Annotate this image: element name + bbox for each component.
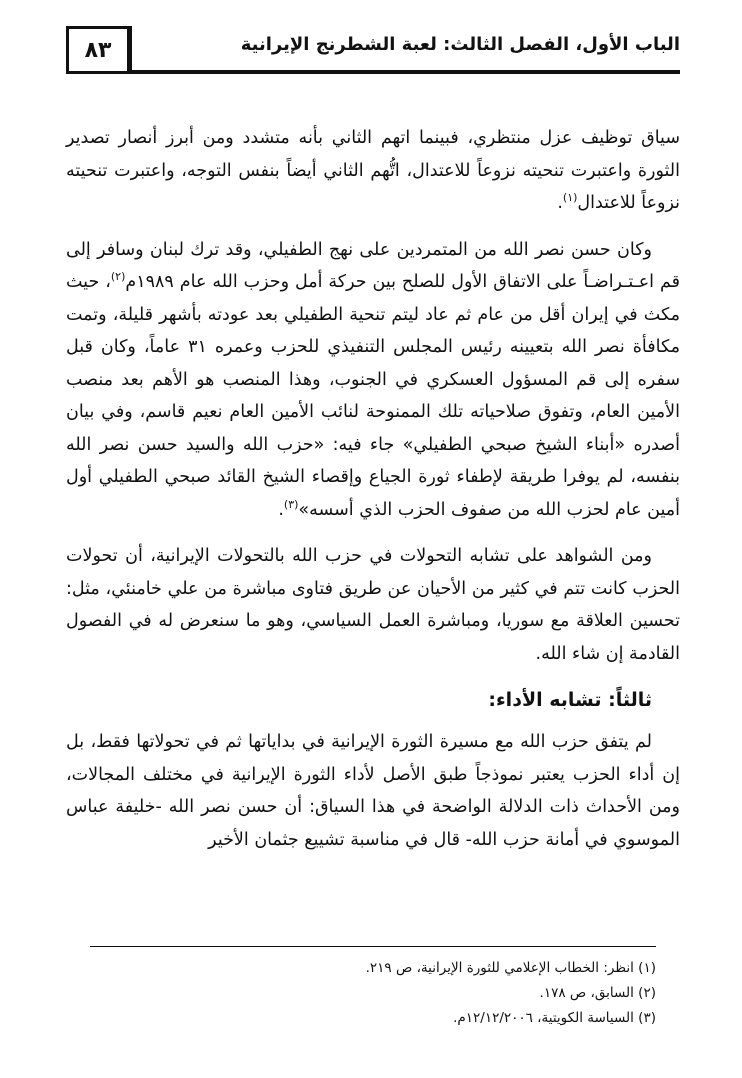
paragraph-text: وكان حسن نصر الله من المتمردين على نهج الطفيلي، وقد ترك لبنان وسافر إلى قم اعـتـراضـاً على الاتفاق الأول للصلح بين حركة أمل وحزب الله عام ١٩٨٩م [66, 239, 680, 292]
paragraph-text-tail: . [557, 193, 563, 213]
paragraph-text: سياق توظيف عزل منتظري، فبينما اتهم الثاني بأنه متشدد ومن أبرز أنصار تصدير الثورة واعتبرت تنحيته نزوعاً للاعتدال، اتُّهم الثاني أيضاً بنفس التوجه، واعتبرت تنحيته نزوعاً للاعتدال [66, 128, 680, 213]
paragraph-text: ومن الشواهد على تشابه التحولات في حزب الله بالتحولات الإيرانية، أن تحولات الحزب كانت تتم في كثير من الأحيان عن طريق فتاوى مباشرة من علي خامنئي، مثل: تحسين العلاقة مع سوريا، ومباشرة العمل السياسي، وهو ما سنعرض له في الفصول القادمة إن شاء الله. [66, 546, 680, 664]
footnote-separator [90, 946, 656, 947]
footnote-ref: (٣) [283, 497, 299, 511]
paragraph [66, 726, 680, 856]
paragraph-text-tail: . [278, 499, 284, 520]
footnotes [66, 956, 656, 1031]
paragraph [66, 540, 680, 670]
footnote: (١) انظر: الخطاب الإعلامي للثورة الإيرانية، ص ٢١٩. [365, 960, 656, 976]
footnote: (٣) السياسة الكويتية، ١٢/١٢/٢٠٠٦م. [453, 1010, 656, 1026]
footnote: (٢) السابق، ص ١٧٨. [539, 985, 656, 1001]
paragraph-text: لم يتفق حزب الله مع مسيرة الثورة الإيرانية في بداياتها ثم في تحولاتها فقط، بل إن أداء الحزب يعتبر نموذجاً طبق الأصل لأداء الثورة الإيرانية في مختلف المجالات، ومن الأحداث ذات الدلالة الواضحة في هذا السياق: أن حسن نصر الله -خليفة عباس الموسوي في أمانة حزب الله- قال في مناسبة تشييع جثمان الأخير [66, 732, 680, 850]
page-header [66, 22, 680, 74]
main-text [66, 122, 680, 870]
paragraph [66, 234, 680, 527]
running-title: الباب الأول، الفصل الثالث: لعبة الشطرنج الإيرانية [240, 34, 680, 55]
section-heading: ثالثاً: تشابه الأداء: [488, 689, 652, 711]
footnote-ref: (١) [562, 191, 578, 205]
paragraph [66, 122, 680, 220]
footnote-ref: (٢) [110, 270, 126, 284]
header-rule [132, 70, 680, 74]
page-number: ٨٣ [66, 26, 132, 74]
paragraph-text-tail: ، حيث مكث في إيران أقل من عام ثم عاد ليتم تنحية الطفيلي بعد عودته بأشهر قليلة، وتمت مكافأة نصر الله بتعيينه رئيس المجلس التنفيذي للحزب وعمره ٣١ عاماً، وكان قبل سفره إلى قم المسؤول العسكري في الجنوب، وهذا المنصب هو الأهم بعد منصب الأمين العام، وتفوق صلاحياته تلك الممنوحة لنائب الأمين العام نعيم قاسم، وفي بيان أصدره «أبناء الشيخ صبحي الطفيلي» جاء فيه: «حزب الله والسيد حسن نصر الله بنفسه، لم يوفرا طريقة لإطفاء ثورة الجياع وإقصاء الشيخ القائد صبحي الطفيلي أول أمين عام لحزب الله من صفوف الحزب الذي أسسه» [66, 272, 680, 520]
